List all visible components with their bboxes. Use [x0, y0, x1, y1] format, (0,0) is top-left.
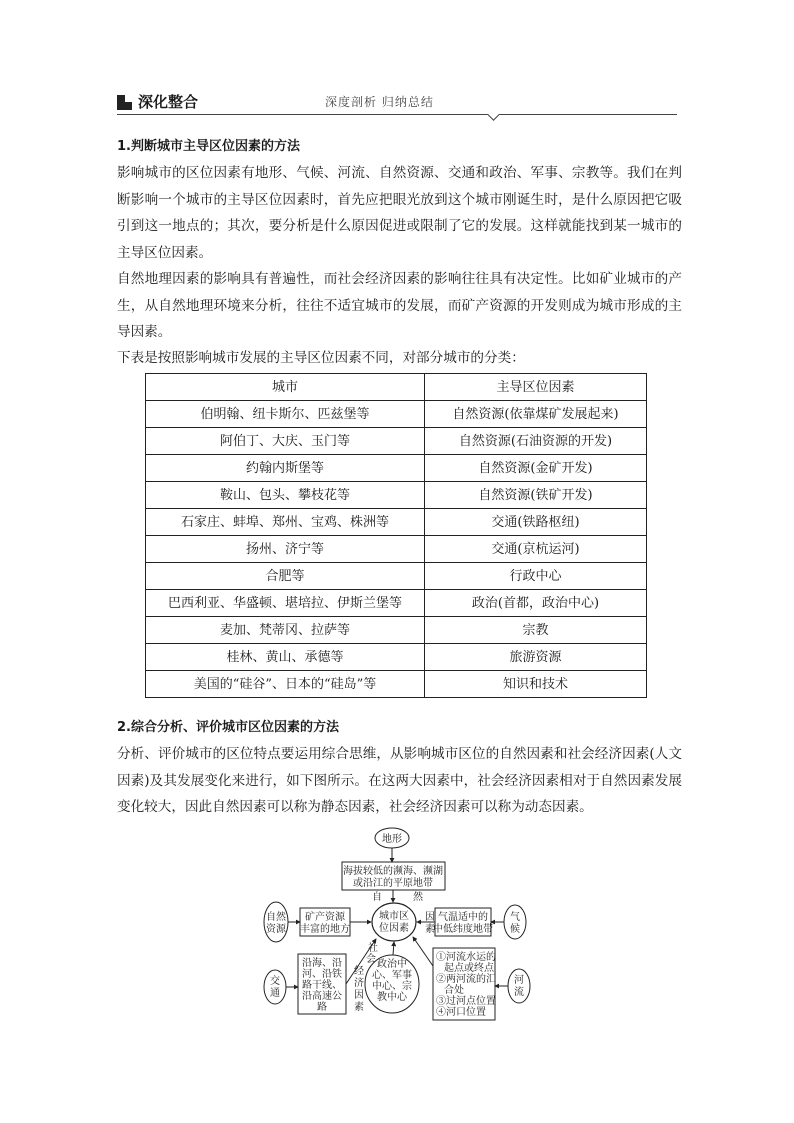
mineral-desc-line: 矿产资源	[305, 912, 345, 923]
header-rule	[117, 114, 677, 115]
table-cell-city: 约翰内斯堡等	[146, 455, 425, 482]
river-desc-line: ①河流水运的	[436, 952, 496, 963]
mineral-desc-line: 丰富的地方	[300, 924, 350, 935]
table-cell-factor: 交通(京杭运河)	[425, 536, 647, 563]
table-cell-factor: 政治(首都，政治中心)	[425, 590, 647, 617]
natural-factor-char: 因	[425, 912, 435, 923]
table-row	[146, 455, 647, 482]
section1-para2: 自然地理因素的影响具有普遍性，而社会经济因素的影响往往具有决定性。比如矿业城市的产生，从自然地理环境来分析，往往不适宜城市的发展，而矿产资源的开发则成为城市形成的主导因素。	[117, 271, 682, 340]
table-cell-factor: 宗教	[425, 617, 647, 644]
header-square-icon	[117, 95, 132, 110]
political-line: 心、军事	[372, 970, 412, 981]
table-cell-factor: 自然资源(石油资源的开发)	[425, 428, 647, 455]
table-header-city: 城市	[146, 374, 425, 401]
transport-label: 交	[270, 976, 280, 987]
natural-factor-char: 素	[425, 924, 435, 935]
section-header	[117, 91, 677, 117]
table-row	[146, 401, 647, 428]
river-desc-line: 起点或终点	[444, 963, 494, 974]
table-row	[146, 482, 647, 509]
table-cell-city: 鞍山、包头、攀枝花等	[146, 482, 425, 509]
section2-para1: 分析、评价城市的区位特点要运用综合思维，从影响城市区位的自然因素和社会经济因素(人文因素)及其发展变化来进行，如下图所示。在这两大因素中，社会经济因素相对于自然因素发展变化较大，因此自然因素可以称为静态因素，社会经济因素可以称为动态因素。	[117, 746, 682, 815]
table-cell-city: 美国的“硅谷”、日本的“硅岛”等	[146, 671, 425, 698]
center-label: 位因素	[379, 923, 409, 934]
table-cell-city: 巴西利亚、华盛顿、堪培拉、伊斯兰堡等	[146, 590, 425, 617]
table-cell-city: 石家庄、蚌埠、郑州、宝鸡、株洲等	[146, 509, 425, 536]
header-title: 深化整合	[138, 93, 199, 111]
natural-resources-label: 自然	[266, 912, 286, 923]
river-label: 河	[514, 975, 524, 986]
transport-desc-line: 沿高速公	[302, 991, 342, 1002]
social-factor-char: 济	[354, 978, 364, 989]
social-factor-char: 会	[366, 954, 376, 965]
table-cell-factor: 自然资源(依靠煤矿发展起来)	[425, 401, 647, 428]
table-row	[146, 590, 647, 617]
center-node	[372, 903, 416, 941]
table-row	[146, 536, 647, 563]
table-cell-city: 阿伯丁、大庆、玉门等	[146, 428, 425, 455]
table-cell-factor: 行政中心	[425, 563, 647, 590]
political-line: 政治中	[377, 959, 407, 970]
natural-factor-char: 然	[413, 892, 423, 903]
terrain-desc-line: 海拔较低的濒海、濒湖	[343, 866, 443, 877]
river-desc-line: 合处	[444, 985, 464, 996]
social-factor-char: 经	[354, 966, 364, 977]
location-factor-diagram	[258, 826, 548, 1026]
climate-desc-line: 中低纬度地带	[433, 924, 493, 935]
river-label: 流	[514, 987, 524, 998]
social-factor-char: 社	[368, 943, 378, 954]
transport-desc-line: 路干线、	[302, 980, 342, 991]
natural-resources-label: 资源	[266, 924, 286, 935]
table-cell-factor: 旅游资源	[425, 644, 647, 671]
social-factor-char: 因	[354, 990, 364, 1001]
political-to-center-arrow	[393, 942, 394, 955]
climate-label: 气	[510, 912, 520, 923]
table-cell-city: 合肥等	[146, 563, 425, 590]
center-label: 城市区	[379, 911, 409, 922]
climate-desc-line: 气温适中的	[438, 912, 488, 923]
table-row	[146, 644, 647, 671]
table-row	[146, 509, 647, 536]
river-to-center-arrow	[413, 937, 433, 966]
river-desc-line: ③过河点位置	[436, 996, 496, 1007]
political-line: 教中心	[377, 992, 407, 1003]
table-header-row	[146, 374, 647, 401]
transport-label: 通	[270, 988, 280, 999]
river-desc-line: ②两河流的汇	[436, 974, 496, 985]
table-header-factor: 主导区位因素	[425, 374, 647, 401]
transport-desc-line: 河、沿铁	[302, 969, 342, 980]
transport-desc-line: 沿海、沿	[302, 958, 342, 969]
table-cell-factor: 知识和技术	[425, 671, 647, 698]
table-row	[146, 563, 647, 590]
natural-factor-char: 自	[372, 892, 382, 903]
section1-para3: 下表是按照影响城市发展的主导区位因素不同，对部分城市的分类：	[117, 350, 525, 366]
table-row	[146, 617, 647, 644]
table-cell-factor: 自然资源(铁矿开发)	[425, 482, 647, 509]
table-cell-city: 伯明翰、纽卡斯尔、匹兹堡等	[146, 401, 425, 428]
section2-heading: 2.综合分析、评价城市区位因素的方法	[117, 720, 339, 735]
terrain-desc-line: 或沿江的平原地带	[353, 878, 433, 889]
transport-desc-line: 路	[317, 1002, 327, 1013]
header-subtitle: 深度剖析 归纳总结	[325, 95, 434, 109]
table-cell-city: 麦加、梵蒂冈、拉萨等	[146, 617, 425, 644]
climate-label: 候	[510, 924, 520, 935]
table-cell-factor: 自然资源(金矿开发)	[425, 455, 647, 482]
table-cell-factor: 交通(铁路枢纽)	[425, 509, 647, 536]
terrain-label: 地形	[382, 834, 402, 845]
table-cell-city: 扬州、济宁等	[146, 536, 425, 563]
political-line: 中心、宗	[372, 981, 412, 992]
section1-heading: 1.判断城市主导区位因素的方法	[117, 139, 300, 154]
header-notch	[487, 108, 500, 121]
table-row	[146, 428, 647, 455]
table-row	[146, 671, 647, 698]
city-factor-table	[145, 373, 647, 698]
table-cell-city: 桂林、黄山、承德等	[146, 644, 425, 671]
social-factor-char: 素	[354, 1002, 364, 1013]
river-desc-line: ④河口位置	[436, 1007, 486, 1018]
section1-para1: 影响城市的区位因素有地形、气候、河流、自然资源、交通和政治、军事、宗教等。我们在判断影响一个城市的主导区位因素时，首先应把眼光放到这个城市刚诞生时，是什么原因把它吸引到这一地点的；其次，要分析是什么原因促进或限制了它的发展。这样就能找到某一城市的主导区位因素。	[117, 165, 682, 261]
